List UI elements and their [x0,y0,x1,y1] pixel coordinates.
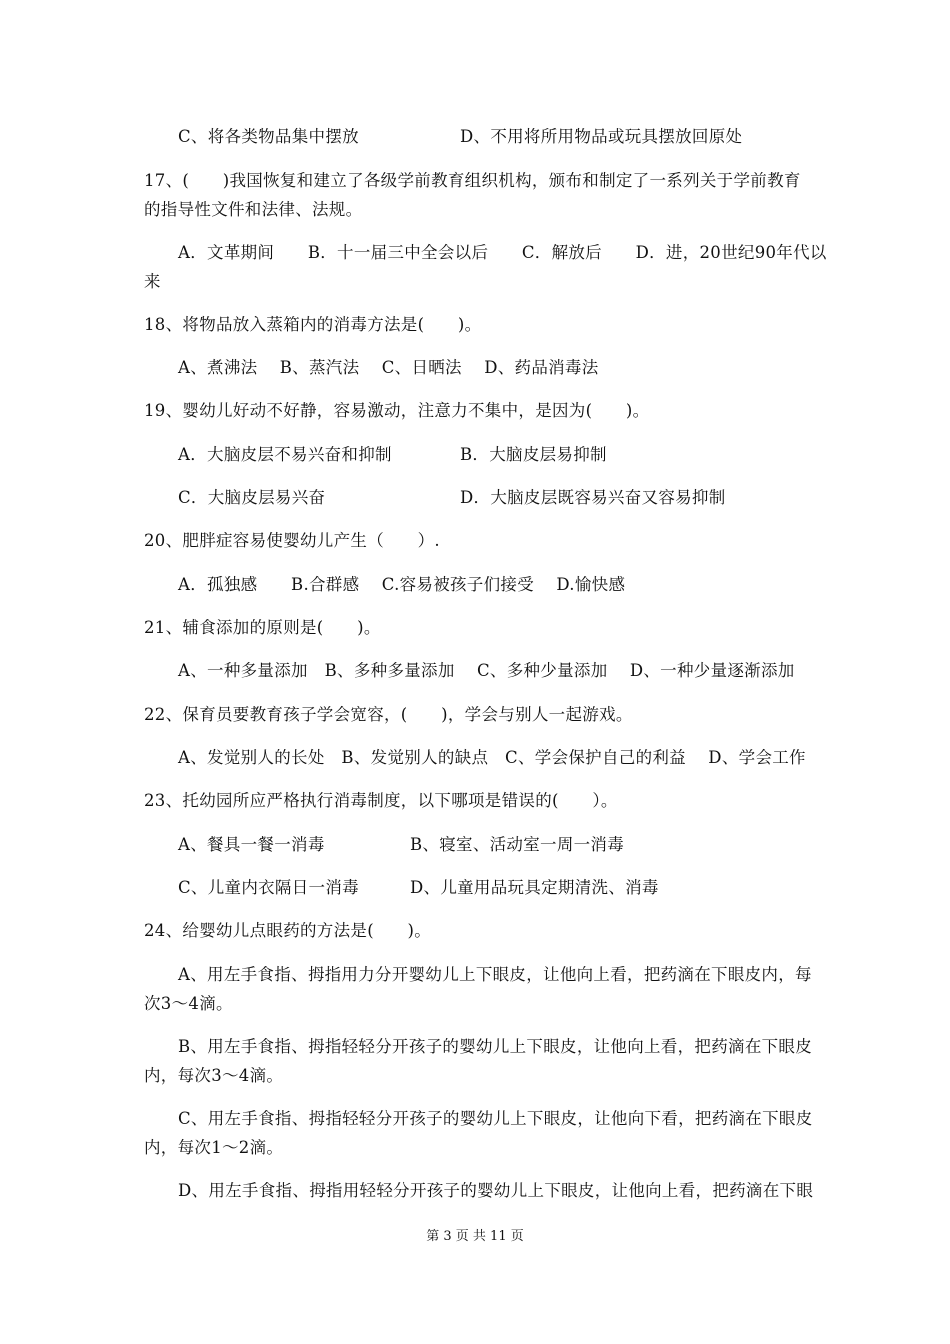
q17-stem-line1: 17、( )我国恢复和建立了各级学前教育组织机构，颁布和制定了一系列关于学前教育 [144,171,801,190]
q24-option-a-line1: A、用左手食指、拇指用力分开婴幼儿上下眼皮，让他向上看，把药滴在下眼皮内，每 [178,965,812,984]
q19-option-d: D．大脑皮层既容易兴奋又容易抑制 [460,488,726,507]
q21-options: A、一种多量添加 B、多种多量添加 C、多种少量添加 D、一种少量逐渐添加 [178,661,795,680]
q23-option-c: C、儿童内衣隔日一消毒 [178,878,359,897]
q24-option-c-line1: C、用左手食指、拇指轻轻分开孩子的婴幼儿上下眼皮，让他向下看，把药滴在下眼皮 [178,1109,813,1128]
q16-option-c: C、将各类物品集中摆放 [178,127,359,146]
q23-option-a: A、餐具一餐一消毒 [178,835,325,854]
q22-stem: 22、保育员要教育孩子学会宽容，( )，学会与别人一起游戏。 [144,705,633,724]
q23-stem: 23、托幼园所应严格执行消毒制度，以下哪项是错误的( ）。 [144,791,618,810]
q17-options-line2: 来 [144,272,161,291]
q17-stem-line2: 的指导性文件和法律、法规。 [144,200,363,219]
q24-option-b-line2: 内，每次3～4滴。 [144,1066,284,1085]
q20-stem: 20、肥胖症容易使婴幼儿产生（ ）. [144,531,440,550]
q18-stem: 18、将物品放入蒸箱内的消毒方法是( )。 [144,315,482,334]
q24-option-c-line2: 内，每次1～2滴。 [144,1138,284,1157]
q24-stem: 24、给婴幼儿点眼药的方法是( )。 [144,921,432,940]
q19-option-a: A．大脑皮层不易兴奋和抑制 [178,445,392,464]
q23-option-d: D、儿童用品玩具定期清洗、消毒 [410,878,659,897]
q17-options-line1: A．文革期间 B．十一届三中全会以后 C．解放后 D．进，20世纪90年代以 [178,243,827,262]
q19-stem: 19、婴幼儿好动不好静，容易激动，注意力不集中，是因为( )。 [144,401,650,420]
page-number-footer: 第 3 页 共 11 页 [426,1229,524,1244]
q22-options: A、发觉别人的长处 B、发觉别人的缺点 C、学会保护自己的利益 D、学会工作 [178,748,806,767]
q19-option-b: B．大脑皮层易抑制 [460,445,607,464]
q24-option-b-line1: B、用左手食指、拇指轻轻分开孩子的婴幼儿上下眼皮，让他向上看，把药滴在下眼皮 [178,1037,813,1056]
q16-option-d: D、不用将所用物品或玩具摆放回原处 [460,127,743,146]
q18-options: A、煮沸法 B、蒸汽法 C、日晒法 D、药品消毒法 [178,358,599,377]
q20-options: A．孤独感 B.合群感 C.容易被孩子们接受 D.愉快感 [178,575,626,594]
q24-option-a-line2: 次3～4滴。 [144,994,233,1013]
q23-option-b: B、寝室、活动室一周一消毒 [410,835,625,854]
q19-option-c: C．大脑皮层易兴奋 [178,488,326,507]
q24-option-d-line1: D、用左手食指、拇指用轻轻分开孩子的婴幼儿上下眼皮，让他向上看，把药滴在下眼 [178,1181,814,1200]
q21-stem: 21、辅食添加的原则是( )。 [144,618,381,637]
